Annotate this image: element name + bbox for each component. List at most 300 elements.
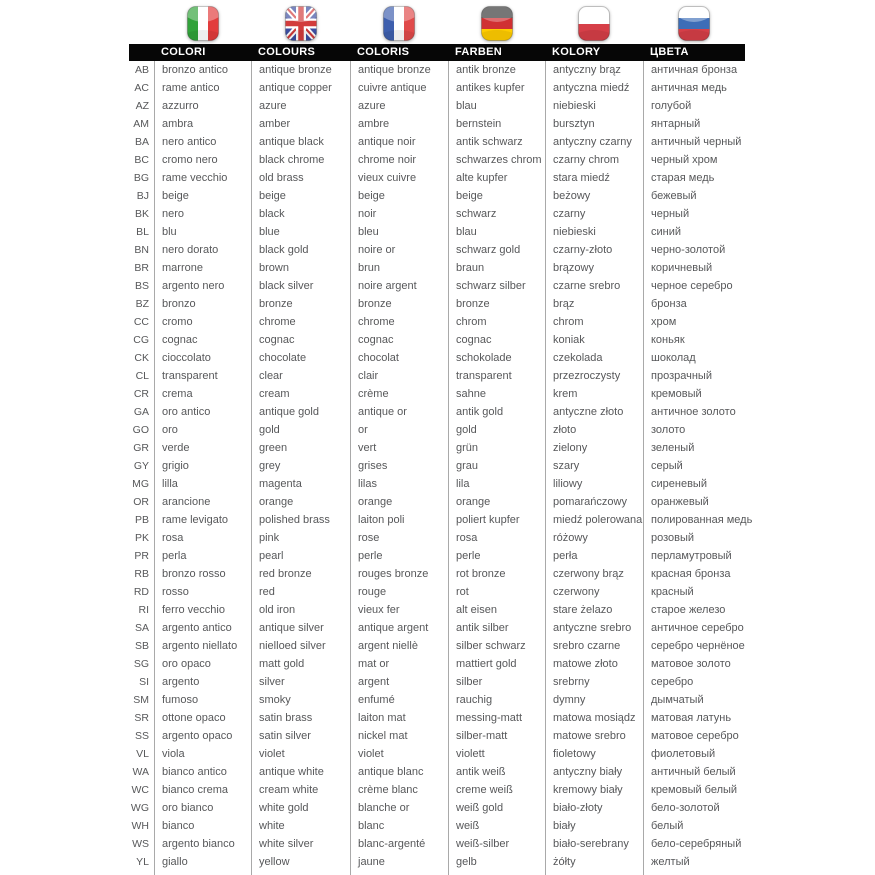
color-name-fr: orange [350,493,448,511]
color-name-it: lilla [154,475,251,493]
table-row [129,403,745,421]
column-header-kolory: KOLORY [552,46,601,58]
color-name-it: ambra [154,115,251,133]
color-name-de: schwarz gold [448,241,545,259]
table-row [129,223,745,241]
color-name-en: bronze [251,295,350,313]
color-name-ru: белый [643,817,745,835]
table-row [129,385,745,403]
color-code: SB [134,640,149,652]
color-name-pl: bursztyn [545,115,643,133]
color-name-pl: matowe srebro [545,727,643,745]
color-name-de: antik schwarz [448,133,545,151]
color-name-ru: красный [643,583,745,601]
color-code: AZ [135,100,149,112]
color-name-pl: stara miedź [545,169,643,187]
table-row [129,169,745,187]
color-code: BK [134,208,149,220]
color-name-it: nero dorato [154,241,251,259]
table-row [129,655,745,673]
color-name-de: mattiert gold [448,655,545,673]
color-name-ru: старая медь [643,169,745,187]
table-row [129,745,745,763]
color-name-en: pink [251,529,350,547]
color-name-pl: szary [545,457,643,475]
color-code: GR [133,442,149,454]
color-name-pl: fioletowy [545,745,643,763]
color-name-it: nero antico [154,133,251,151]
color-code: RI [138,604,149,616]
color-name-fr: brun [350,259,448,277]
color-name-de: grün [448,439,545,457]
table-row [129,763,745,781]
color-name-de: silber-matt [448,727,545,745]
color-name-pl: czarny chrom [545,151,643,169]
table-row [129,331,745,349]
color-name-it: verde [154,439,251,457]
color-name-en: white gold [251,799,350,817]
table-row [129,637,745,655]
color-name-pl: stare żelazo [545,601,643,619]
color-name-en: white silver [251,835,350,853]
color-name-it: oro bianco [154,799,251,817]
table-row [129,133,745,151]
color-name-de: antik gold [448,403,545,421]
color-name-fr: vieux cuivre [350,169,448,187]
color-name-fr: lilas [350,475,448,493]
table-row [129,61,745,79]
color-name-ru: коньяк [643,331,745,349]
color-name-it: bronzo [154,295,251,313]
table-row [129,727,745,745]
color-name-de: rosa [448,529,545,547]
color-name-pl: pomarańczowy [545,493,643,511]
color-code: BG [133,172,149,184]
color-name-fr: crème blanc [350,781,448,799]
color-name-fr: chrome noir [350,151,448,169]
color-name-fr: antique bronze [350,61,448,79]
color-name-pl: zielony [545,439,643,457]
column-header-cveta: ЦВЕТА [650,46,689,58]
table-bottom-line-stub [129,871,745,875]
color-name-fr: antique argent [350,619,448,637]
color-name-ru: синий [643,223,745,241]
color-name-de: beige [448,187,545,205]
color-name-de: gelb [448,853,545,871]
color-name-pl: biało-serebrany [545,835,643,853]
color-name-it: rosso [154,583,251,601]
color-name-pl: antyczny biały [545,763,643,781]
color-name-de: silber schwarz [448,637,545,655]
germany-flag-icon [481,6,513,41]
color-name-fr: argent niellè [350,637,448,655]
color-name-fr: rose [350,529,448,547]
color-name-pl: antyczne srebro [545,619,643,637]
color-name-fr: enfumé [350,691,448,709]
color-name-it: argento opaco [154,727,251,745]
color-name-fr: vert [350,439,448,457]
color-code: CL [135,370,149,382]
color-code: AM [133,118,149,130]
color-name-fr: ambre [350,115,448,133]
column-header-farben: FARBEN [455,46,503,58]
table-row [129,565,745,583]
color-name-fr: bleu [350,223,448,241]
table-row [129,853,745,871]
color-name-pl: chrom [545,313,643,331]
table-row [129,439,745,457]
color-code: AB [134,64,149,76]
color-name-ru: черный [643,205,745,223]
color-name-de: weiß [448,817,545,835]
color-name-en: antique silver [251,619,350,637]
color-name-en: black silver [251,277,350,295]
color-name-en: silver [251,673,350,691]
color-name-ru: серебро [643,673,745,691]
color-name-pl: liliowy [545,475,643,493]
color-name-fr: or [350,421,448,439]
column-header-coloris: COLORIS [357,46,410,58]
color-code: PK [134,532,149,544]
color-name-fr: blanche or [350,799,448,817]
color-name-de: antik silber [448,619,545,637]
table-row [129,151,745,169]
color-name-en: white [251,817,350,835]
color-name-it: transparent [154,367,251,385]
color-code: WS [132,838,149,850]
color-name-fr: azure [350,97,448,115]
color-name-it: argento [154,673,251,691]
color-name-ru: черное серебро [643,277,745,295]
color-name-en: red [251,583,350,601]
color-name-pl: srebrny [545,673,643,691]
color-code: BN [134,244,149,256]
italy-flag-icon [187,6,219,41]
color-name-it: argento niellato [154,637,251,655]
color-code: WH [131,820,149,832]
color-name-en: gold [251,421,350,439]
color-name-fr: nickel mat [350,727,448,745]
color-name-en: black gold [251,241,350,259]
color-name-en: clear [251,367,350,385]
color-code: GY [133,460,149,472]
color-name-de: alt eisen [448,601,545,619]
color-name-ru: розовый [643,529,745,547]
color-name-it: bronzo antico [154,61,251,79]
color-name-fr: perle [350,547,448,565]
color-name-en: cream [251,385,350,403]
color-name-ru: красная бронза [643,565,745,583]
color-name-en: magenta [251,475,350,493]
color-name-fr: chocolat [350,349,448,367]
color-name-it: marrone [154,259,251,277]
color-name-de: orange [448,493,545,511]
table-row [129,295,745,313]
color-name-pl: brąz [545,295,643,313]
color-name-it: oro opaco [154,655,251,673]
color-name-de: messing-matt [448,709,545,727]
color-name-pl: koniak [545,331,643,349]
color-name-ru: шоколад [643,349,745,367]
color-name-fr: blanc-argenté [350,835,448,853]
color-name-fr: laiton mat [350,709,448,727]
color-name-en: blue [251,223,350,241]
color-name-de: grau [448,457,545,475]
color-name-de: silber [448,673,545,691]
color-code: SS [134,730,149,742]
color-name-ru: сиреневый [643,475,745,493]
color-name-en: red bronze [251,565,350,583]
color-name-pl: srebro czarne [545,637,643,655]
color-name-ru: коричневый [643,259,745,277]
color-name-de: schokolade [448,349,545,367]
color-name-en: yellow [251,853,350,871]
france-flag-icon [383,6,415,41]
color-name-it: viola [154,745,251,763]
color-name-ru: матовое золото [643,655,745,673]
color-name-ru: желтый [643,853,745,871]
color-name-it: azzurro [154,97,251,115]
color-name-en: antique bronze [251,61,350,79]
color-name-ru: прозрачный [643,367,745,385]
color-name-de: cognac [448,331,545,349]
color-name-it: cromo [154,313,251,331]
color-name-de: chrom [448,313,545,331]
color-name-de: perle [448,547,545,565]
color-name-fr: jaune [350,853,448,871]
flags-row [129,5,745,41]
color-name-it: grigio [154,457,251,475]
table-body [129,61,753,875]
color-name-de: rot [448,583,545,601]
color-name-en: black chrome [251,151,350,169]
color-name-fr: antique or [350,403,448,421]
color-name-ru: черный хром [643,151,745,169]
color-name-fr: noire argent [350,277,448,295]
code-column-header [129,44,154,61]
color-name-de: violett [448,745,545,763]
color-name-it: bianco crema [154,781,251,799]
color-name-it: oro [154,421,251,439]
color-name-it: perla [154,547,251,565]
color-name-ru: серый [643,457,745,475]
color-name-ru: оранжевый [643,493,745,511]
color-name-pl: krem [545,385,643,403]
color-name-de: schwarz [448,205,545,223]
table-row [129,799,745,817]
color-name-fr: noire or [350,241,448,259]
color-code: AC [134,82,149,94]
color-name-pl: żółty [545,853,643,871]
color-name-en: chrome [251,313,350,331]
table-row [129,187,745,205]
color-name-de: lila [448,475,545,493]
color-name-pl: miedź polerowana [545,511,643,529]
table-row [129,529,745,547]
color-name-de: blau [448,97,545,115]
color-name-de: bernstein [448,115,545,133]
color-name-de: antikes kupfer [448,79,545,97]
color-name-it: cromo nero [154,151,251,169]
table-row [129,475,745,493]
color-name-pl: antyczny czarny [545,133,643,151]
color-name-de: schwarzes chrom [448,151,545,169]
table-row [129,79,745,97]
color-code: WG [130,802,149,814]
color-name-ru: бронза [643,295,745,313]
color-name-ru: перламутровый [643,547,745,565]
color-name-pl: niebieski [545,223,643,241]
color-name-it: oro antico [154,403,251,421]
color-code: GO [132,424,149,436]
table-row [129,205,745,223]
color-name-en: old brass [251,169,350,187]
color-name-ru: кремовый [643,385,745,403]
color-name-en: cognac [251,331,350,349]
color-name-pl: niebieski [545,97,643,115]
color-name-ru: матовая латунь [643,709,745,727]
color-name-de: rot bronze [448,565,545,583]
poland-flag-icon [578,6,610,41]
color-name-it: argento antico [154,619,251,637]
color-name-ru: бело-серебряный [643,835,745,853]
color-code: RB [134,568,149,580]
table-row [129,835,745,853]
color-code: BA [134,136,149,148]
color-name-pl: czekolada [545,349,643,367]
color-name-it: bianco [154,817,251,835]
color-name-it: nero [154,205,251,223]
color-name-de: sahne [448,385,545,403]
color-name-ru: хром [643,313,745,331]
color-name-en: grey [251,457,350,475]
color-name-it: rosa [154,529,251,547]
color-name-en: satin brass [251,709,350,727]
color-code: SR [134,712,149,724]
color-name-it: beige [154,187,251,205]
color-name-ru: зеленый [643,439,745,457]
column-header-colours: COLOURS [258,46,316,58]
color-name-it: cioccolato [154,349,251,367]
color-name-fr: mat or [350,655,448,673]
color-name-de: antik bronze [448,61,545,79]
color-name-en: brown [251,259,350,277]
color-name-fr: grises [350,457,448,475]
table-row [129,601,745,619]
table-row [129,349,745,367]
table-row [129,547,745,565]
table-row [129,691,745,709]
color-name-it: ferro vecchio [154,601,251,619]
table-row [129,619,745,637]
color-code: OR [133,496,149,508]
color-code: VL [136,748,149,760]
color-name-ru: античное золото [643,403,745,421]
color-name-pl: perła [545,547,643,565]
color-name-de: braun [448,259,545,277]
table-row [129,241,745,259]
color-name-pl: biało-złoty [545,799,643,817]
uk-flag-icon [285,6,317,41]
color-name-fr: blanc [350,817,448,835]
table-row [129,421,745,439]
color-code: PR [134,550,149,562]
color-name-fr: cuivre antique [350,79,448,97]
color-code: BS [134,280,149,292]
color-name-de: poliert kupfer [448,511,545,529]
color-name-it: bianco antico [154,763,251,781]
color-name-ru: античная медь [643,79,745,97]
color-name-en: green [251,439,350,457]
color-name-pl: przezroczysty [545,367,643,385]
color-name-fr: rouge [350,583,448,601]
color-name-de: antik weiß [448,763,545,781]
color-code: MG [132,478,149,490]
color-name-en: smoky [251,691,350,709]
color-name-pl: beżowy [545,187,643,205]
color-name-de: bronze [448,295,545,313]
color-name-en: cream white [251,781,350,799]
color-name-fr: chrome [350,313,448,331]
color-name-en: orange [251,493,350,511]
color-name-fr: violet [350,745,448,763]
color-code: CR [133,388,149,400]
color-name-fr: vieux fer [350,601,448,619]
table-header [129,44,745,61]
color-name-ru: бело-золотой [643,799,745,817]
color-name-pl: matowe złoto [545,655,643,673]
color-name-it: rame antico [154,79,251,97]
color-name-de: blau [448,223,545,241]
color-name-ru: серебро чернёное [643,637,745,655]
color-name-pl: czarny [545,205,643,223]
color-name-de: weiß gold [448,799,545,817]
color-code: RD [133,586,149,598]
color-name-ru: фиолетовый [643,745,745,763]
color-name-ru: бежевый [643,187,745,205]
color-name-ru: золото [643,421,745,439]
color-code: CC [133,316,149,328]
color-code: BR [134,262,149,274]
color-name-ru: матовое серебро [643,727,745,745]
color-name-en: antique gold [251,403,350,421]
color-code: SI [139,676,149,688]
color-name-de: rauchig [448,691,545,709]
table-row [129,493,745,511]
table-row [129,673,745,691]
color-name-pl: złoto [545,421,643,439]
color-code: CK [134,352,149,364]
color-code: YL [136,856,149,868]
color-code: BL [136,226,149,238]
table-row [129,457,745,475]
color-name-en: beige [251,187,350,205]
color-name-it: arancione [154,493,251,511]
color-name-en: polished brass [251,511,350,529]
color-name-en: antique white [251,763,350,781]
color-table [129,0,753,875]
color-name-de: gold [448,421,545,439]
color-name-fr: crème [350,385,448,403]
color-name-ru: кремовый белый [643,781,745,799]
color-name-pl: czerwony brąz [545,565,643,583]
color-name-pl: czarne srebro [545,277,643,295]
color-name-it: ottone opaco [154,709,251,727]
color-name-fr: bronze [350,295,448,313]
color-name-fr: noir [350,205,448,223]
color-name-it: blu [154,223,251,241]
color-code: BJ [136,190,149,202]
